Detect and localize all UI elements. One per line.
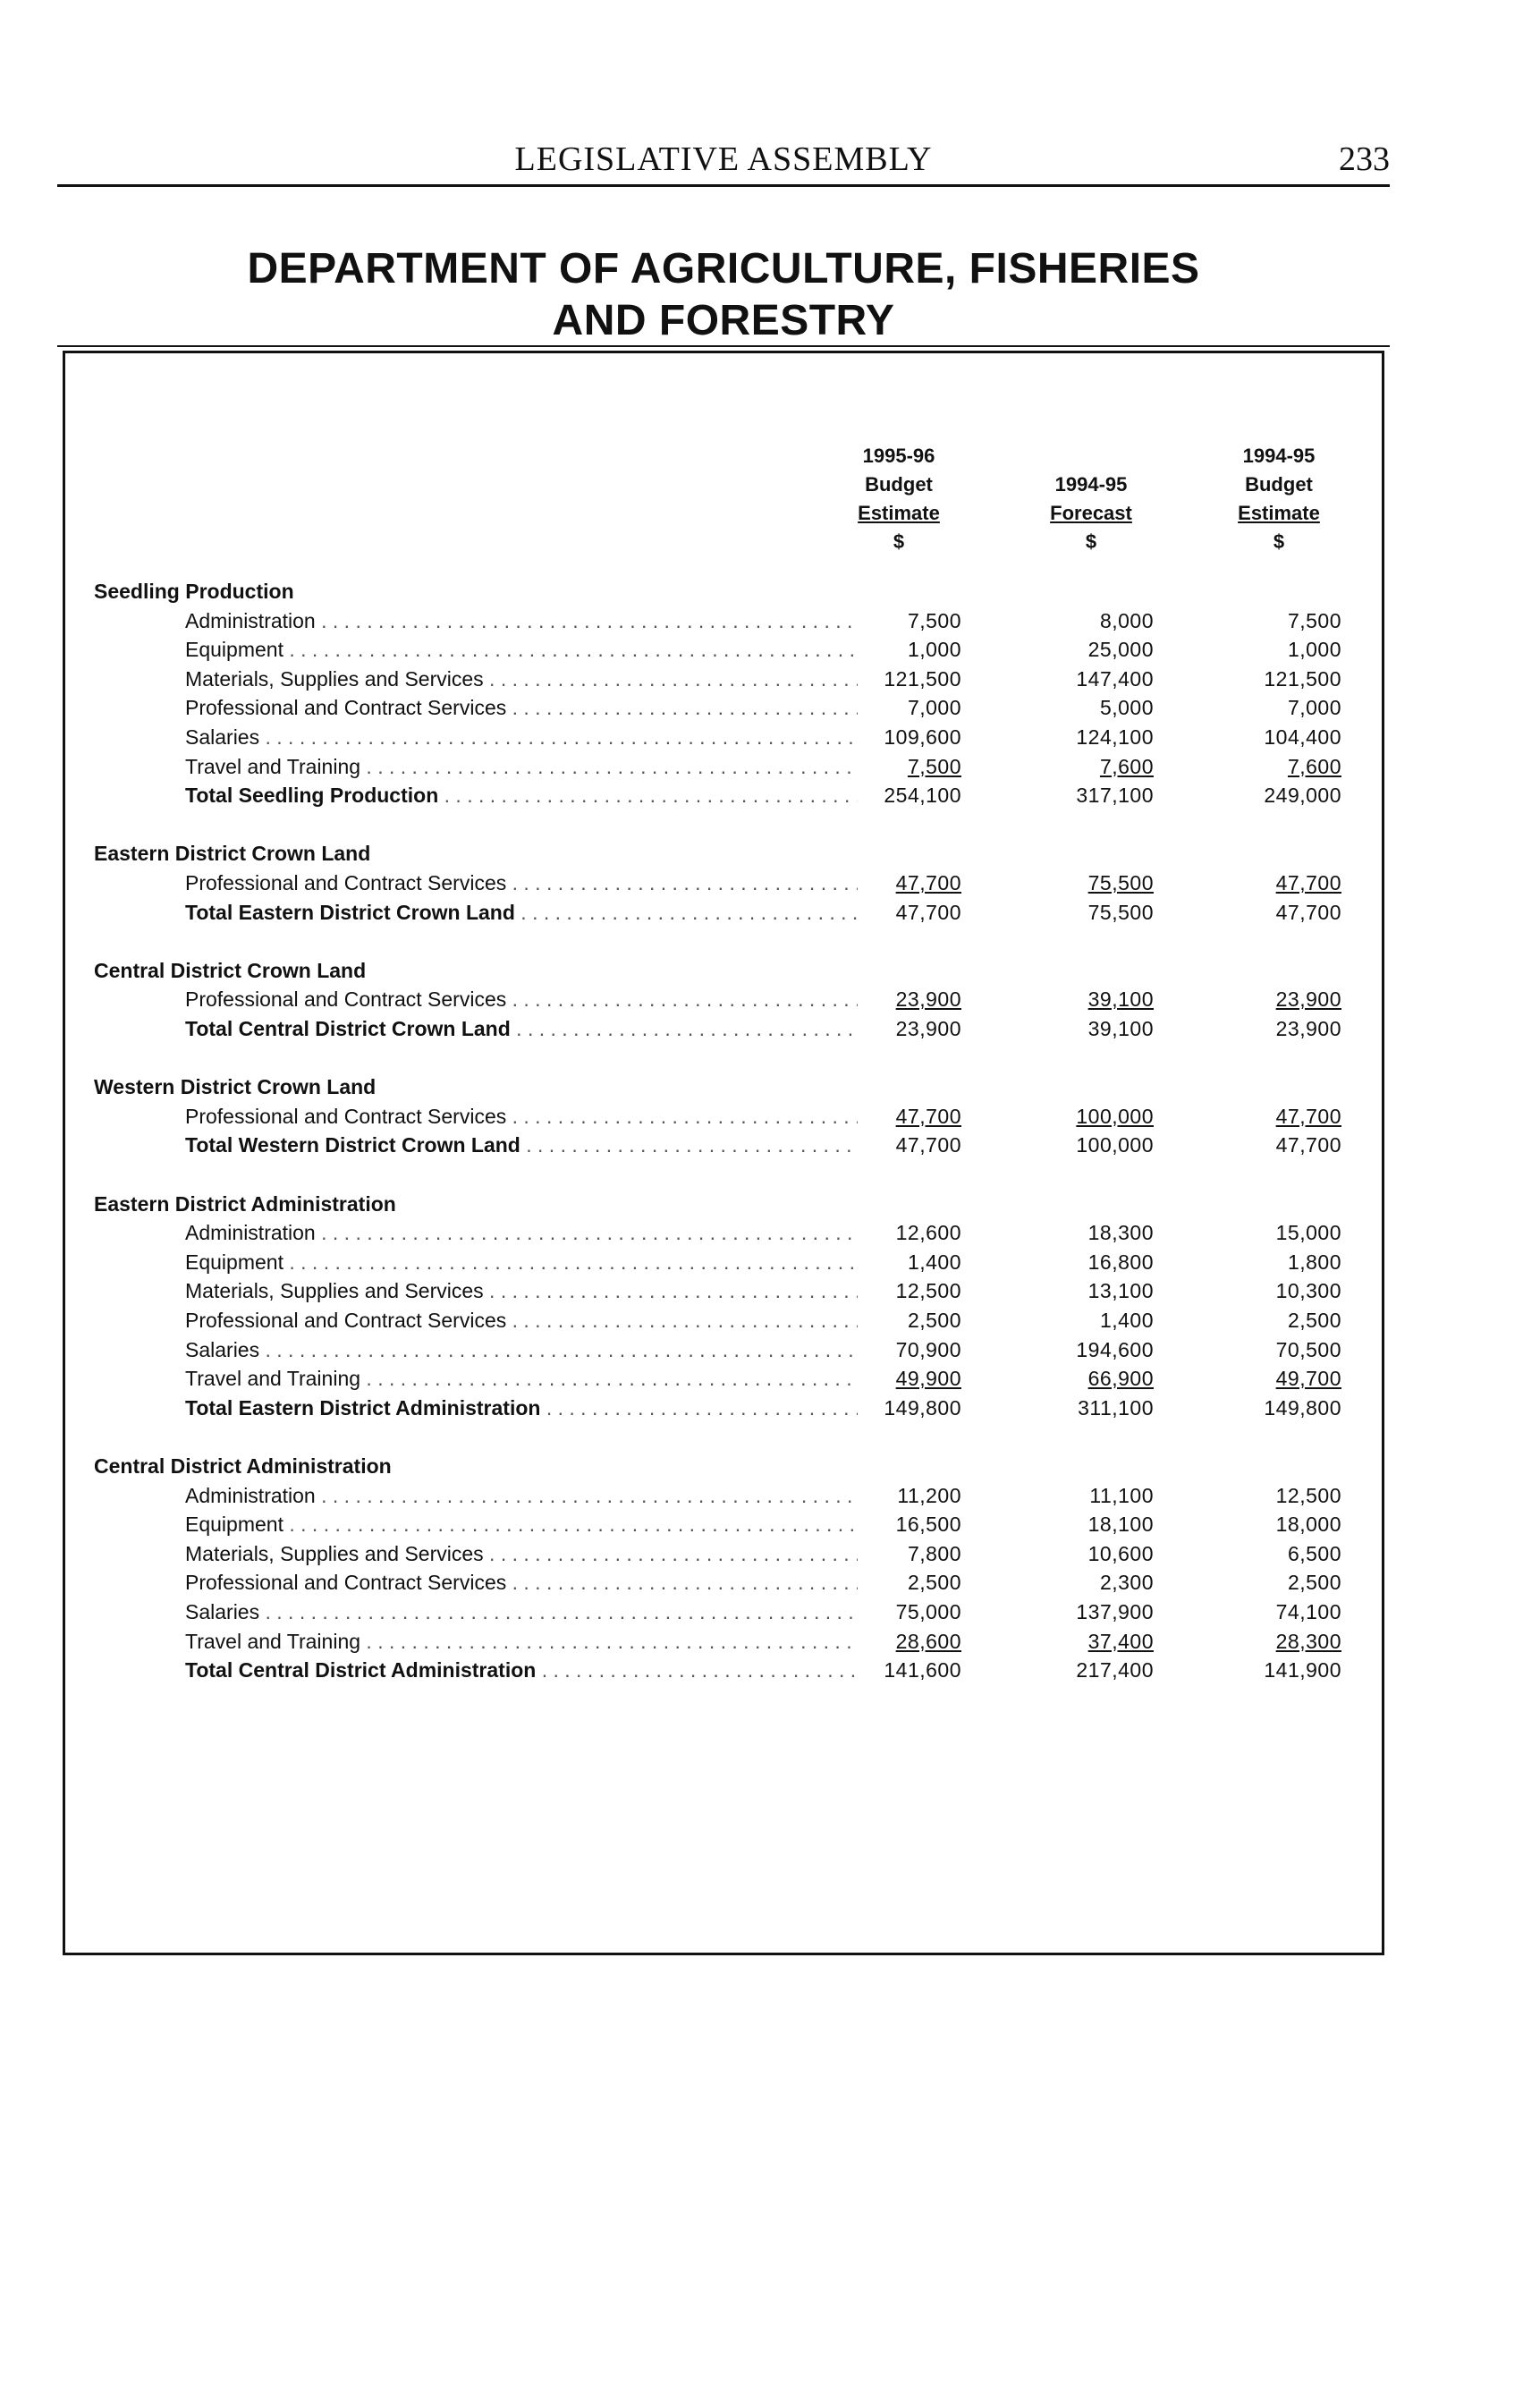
cell-value	[1020, 755, 1154, 779]
frame-top-rule	[57, 345, 1390, 347]
cell-value-text: 137,900	[1076, 1600, 1154, 1623]
table-total-row	[94, 1017, 1346, 1044]
row-label-text: Administration	[185, 1483, 316, 1507]
cell-value	[827, 638, 961, 662]
cell-value	[1207, 1630, 1341, 1654]
table-row	[94, 1630, 1346, 1657]
row-label	[185, 755, 858, 779]
table-total-row	[94, 901, 1346, 928]
table-row	[94, 987, 1346, 1014]
row-label-text: Travel and Training	[185, 754, 361, 778]
table-row	[94, 1367, 1346, 1394]
row-label	[185, 1017, 858, 1041]
cell-value-text: 149,800	[1264, 1395, 1341, 1420]
row-label-text: Professional and Contract Services	[185, 1309, 507, 1332]
cell-value	[1020, 1250, 1154, 1275]
cell-value-text: 75,500	[1087, 871, 1154, 894]
page-title-line-1: DEPARTMENT OF AGRICULTURE, FISHERIES	[247, 245, 1200, 292]
row-label	[185, 784, 858, 808]
cell-value-text: 121,500	[884, 666, 961, 691]
cell-value	[1020, 667, 1154, 691]
row-label	[185, 987, 858, 1012]
cell-value	[1207, 1309, 1341, 1333]
cell-value-text: 7,800	[907, 1541, 961, 1565]
cell-value-text: 39,100	[1087, 1017, 1154, 1040]
row-label	[185, 1658, 858, 1682]
cell-value-text: 13,100	[1087, 1279, 1154, 1303]
cell-value	[1020, 1338, 1154, 1362]
cell-value	[827, 1484, 961, 1508]
row-label-text: Equipment	[185, 1513, 283, 1537]
cell-value	[1207, 1221, 1341, 1245]
cell-value-text: 12,500	[1275, 1483, 1341, 1507]
section-title: Eastern District Crown Land	[94, 842, 371, 866]
cell-value	[1020, 784, 1154, 808]
cell-value	[1207, 871, 1341, 895]
cell-value	[1207, 696, 1341, 720]
cell-value	[1207, 1542, 1341, 1566]
table-row	[94, 755, 1346, 782]
cell-value-text: 109,600	[884, 725, 961, 749]
cell-value-text: 70,500	[1275, 1337, 1341, 1361]
cell-value-text: 15,000	[1275, 1221, 1341, 1245]
cell-value	[1020, 1600, 1154, 1624]
column-header-unit: $	[893, 530, 905, 553]
table-row	[94, 1250, 1346, 1277]
row-label-text: Total Central District Crown Land	[185, 1017, 511, 1040]
column-header-year	[1020, 442, 1163, 470]
row-label-text: Equipment	[185, 1250, 283, 1274]
cell-value-text: 7,000	[1287, 696, 1341, 720]
cell-value-text: 47,700	[1275, 900, 1341, 924]
cell-value	[827, 696, 961, 720]
cell-value-text: 16,800	[1087, 1250, 1154, 1274]
cell-value	[827, 1542, 961, 1566]
section-title: Western District Crown Land	[94, 1075, 377, 1099]
cell-value	[1020, 871, 1154, 895]
cell-value-text: 100,000	[1076, 1104, 1154, 1128]
cell-value	[1020, 1133, 1154, 1157]
cell-value-text: 75,000	[895, 1600, 961, 1623]
cell-value-text: 7,500	[1287, 608, 1341, 632]
cell-value	[827, 1017, 961, 1041]
table-total-row	[94, 1133, 1346, 1160]
cell-value-text: 1,800	[1287, 1250, 1341, 1274]
cell-value-text: 317,100	[1076, 784, 1154, 808]
cell-value	[827, 1133, 961, 1157]
cell-value	[827, 1396, 961, 1420]
section-title: Central District Administration	[94, 1454, 392, 1478]
cell-value-text: 217,400	[1076, 1658, 1154, 1682]
column-header-1994-95-budget	[1207, 442, 1350, 556]
cell-value	[1020, 609, 1154, 633]
table-total-row	[94, 784, 1346, 810]
row-label	[185, 1338, 858, 1362]
cell-value-text: 100,000	[1076, 1133, 1154, 1157]
cell-value-text: 141,900	[1264, 1658, 1341, 1682]
column-header-line2: Budget	[865, 473, 933, 496]
row-label	[185, 696, 858, 720]
table-row	[94, 1513, 1346, 1539]
cell-value	[827, 784, 961, 808]
cell-value-text: 11,100	[1089, 1483, 1154, 1507]
row-label	[185, 1600, 858, 1624]
section-title: Eastern District Administration	[94, 1191, 396, 1216]
cell-value-text: 2,300	[1099, 1571, 1154, 1595]
cell-value	[827, 1367, 961, 1391]
cell-value-text: 1,400	[907, 1250, 961, 1274]
row-label-text: Salaries	[185, 725, 260, 749]
cell-value-text: 124,100	[1076, 725, 1154, 749]
row-label	[185, 901, 858, 925]
column-header-line3: Estimate	[1238, 502, 1320, 524]
table-row	[94, 1221, 1346, 1248]
cell-value-text: 18,300	[1087, 1221, 1154, 1245]
cell-value	[1207, 1250, 1341, 1275]
cell-value-text: 18,000	[1275, 1513, 1341, 1537]
cell-value-text: 121,500	[1264, 666, 1341, 691]
cell-value	[1020, 901, 1154, 925]
row-label	[185, 1484, 858, 1508]
cell-value-text: 2,500	[1287, 1309, 1341, 1332]
row-label	[185, 667, 858, 691]
row-label	[185, 1221, 858, 1245]
cell-value	[827, 1250, 961, 1275]
table-row	[94, 1484, 1346, 1511]
cell-value-text: 47,700	[1275, 871, 1341, 894]
column-header-unit: $	[1085, 530, 1097, 553]
running-title: LEGISLATIVE ASSEMBLY	[514, 140, 933, 178]
cell-value-text: 7,600	[1287, 754, 1341, 778]
column-header-year: 1994-95	[1242, 445, 1316, 467]
cell-value	[1020, 1105, 1154, 1129]
cell-value	[1207, 1338, 1341, 1362]
cell-value	[1207, 784, 1341, 808]
column-header-line2: 1994-95	[1054, 473, 1128, 496]
table-row	[94, 725, 1346, 752]
cell-value	[1020, 638, 1154, 662]
cell-value	[1207, 1396, 1341, 1420]
row-label-text: Professional and Contract Services	[185, 987, 507, 1012]
cell-value-text: 28,600	[895, 1629, 961, 1653]
cell-value	[1207, 1279, 1341, 1303]
row-label	[185, 1309, 858, 1333]
cell-value-text: 28,300	[1275, 1629, 1341, 1653]
cell-value	[1207, 987, 1341, 1012]
row-label	[185, 1571, 858, 1595]
table-total-row	[94, 1658, 1346, 1685]
row-label-text: Administration	[185, 608, 316, 632]
page-title	[57, 243, 1390, 347]
cell-value-text: 12,500	[895, 1279, 961, 1303]
row-label-text: Administration	[185, 1221, 316, 1245]
row-label-text: Total Eastern District Crown Land	[185, 900, 515, 924]
cell-value-text: 49,900	[895, 1367, 961, 1391]
cell-value	[827, 667, 961, 691]
cell-value	[1207, 725, 1341, 750]
column-header-year: 1995-96	[862, 445, 935, 467]
cell-value	[827, 609, 961, 633]
cell-value	[1207, 1105, 1341, 1129]
row-label-text: Travel and Training	[185, 1367, 361, 1391]
cell-value-text: 6,500	[1287, 1541, 1341, 1565]
column-header-unit: $	[1273, 530, 1285, 553]
cell-value	[1020, 987, 1154, 1012]
table-row	[94, 1542, 1346, 1569]
cell-value	[1207, 1600, 1341, 1624]
table-row	[94, 1309, 1346, 1335]
row-label-text: Materials, Supplies and Services	[185, 666, 484, 691]
cell-value	[1020, 1221, 1154, 1245]
table-row	[94, 696, 1346, 723]
row-label-text: Travel and Training	[185, 1629, 361, 1653]
cell-value-text: 254,100	[884, 784, 961, 808]
column-header-line3: Forecast	[1050, 502, 1132, 524]
section-title: Central District Crown Land	[94, 958, 367, 982]
cell-value	[1020, 1542, 1154, 1566]
cell-value-text: 11,200	[897, 1483, 961, 1507]
cell-value-text: 311,100	[1078, 1395, 1154, 1420]
cell-value	[1207, 1484, 1341, 1508]
cell-value-text: 7,500	[907, 754, 961, 778]
cell-value	[1020, 1484, 1154, 1508]
cell-value	[1207, 755, 1341, 779]
cell-value-text: 194,600	[1076, 1337, 1154, 1361]
cell-value	[827, 725, 961, 750]
row-label	[185, 871, 858, 895]
cell-value-text: 70,900	[895, 1337, 961, 1361]
cell-value	[1207, 1571, 1341, 1595]
table-row	[94, 1571, 1346, 1598]
cell-value	[1020, 1513, 1154, 1537]
cell-value	[827, 1338, 961, 1362]
cell-value-text: 47,700	[895, 871, 961, 894]
cell-value-text: 39,100	[1087, 987, 1154, 1012]
cell-value	[827, 901, 961, 925]
cell-value	[1020, 1309, 1154, 1333]
table-row	[94, 1338, 1346, 1365]
row-label-text: Materials, Supplies and Services	[185, 1541, 484, 1565]
page-number: 233	[1339, 140, 1390, 178]
cell-value	[1020, 1367, 1154, 1391]
row-label-text: Professional and Contract Services	[185, 696, 507, 720]
cell-value-text: 18,100	[1087, 1513, 1154, 1537]
row-label	[185, 1279, 858, 1303]
table-row	[94, 871, 1346, 898]
cell-value-text: 2,500	[907, 1571, 961, 1595]
cell-value-text: 47,700	[1275, 1133, 1341, 1157]
cell-value-text: 74,100	[1275, 1600, 1341, 1623]
cell-value	[1207, 1017, 1341, 1041]
cell-value	[827, 1221, 961, 1245]
cell-value	[1020, 1630, 1154, 1654]
cell-value-text: 23,900	[895, 1017, 961, 1040]
row-label-text: Total Central District Administration	[185, 1658, 537, 1682]
page-title-line-2: AND FORESTRY	[552, 297, 895, 344]
cell-value-text: 23,900	[1275, 1017, 1341, 1040]
running-head	[57, 132, 1390, 187]
table-row	[94, 1600, 1346, 1627]
cell-value-text: 49,700	[1275, 1367, 1341, 1391]
table-row	[94, 609, 1346, 636]
column-header-1994-95-forecast	[1020, 442, 1163, 556]
cell-value	[827, 871, 961, 895]
cell-value	[1020, 1279, 1154, 1303]
row-label	[185, 638, 858, 662]
cell-value-text: 10,600	[1087, 1541, 1154, 1565]
column-header-line2: Budget	[1245, 473, 1313, 496]
cell-value	[827, 1571, 961, 1595]
cell-value	[1020, 1658, 1154, 1682]
cell-value-text: 147,400	[1076, 666, 1154, 691]
cell-value	[1020, 1017, 1154, 1041]
table-row	[94, 638, 1346, 665]
cell-value	[1020, 1571, 1154, 1595]
cell-value	[827, 987, 961, 1012]
cell-value-text: 37,400	[1087, 1629, 1154, 1653]
cell-value-text: 8,000	[1099, 608, 1154, 632]
column-header-line3: Estimate	[858, 502, 940, 524]
cell-value	[827, 1658, 961, 1682]
row-label	[185, 1133, 858, 1157]
cell-value	[1207, 1513, 1341, 1537]
cell-value-text: 47,700	[895, 1133, 961, 1157]
cell-value-text: 5,000	[1099, 696, 1154, 720]
cell-value-text: 1,000	[907, 638, 961, 662]
row-label-text: Salaries	[185, 1337, 260, 1361]
row-label	[185, 1367, 858, 1391]
cell-value-text: 75,500	[1087, 900, 1154, 924]
cell-value-text: 10,300	[1275, 1279, 1341, 1303]
cell-value-text: 23,900	[1275, 987, 1341, 1012]
cell-value	[1020, 725, 1154, 750]
row-label-text: Materials, Supplies and Services	[185, 1279, 484, 1303]
row-label-text: Equipment	[185, 638, 283, 662]
cell-value	[1020, 1396, 1154, 1420]
cell-value	[827, 1630, 961, 1654]
cell-value-text: 2,500	[1287, 1571, 1341, 1595]
cell-value-text: 47,700	[895, 1104, 961, 1128]
cell-value-text: 1,400	[1099, 1309, 1154, 1332]
cell-value	[1020, 696, 1154, 720]
cell-value-text: 141,600	[884, 1658, 961, 1682]
cell-value-text: 249,000	[1264, 784, 1341, 808]
cell-value	[1207, 667, 1341, 691]
cell-value-text: 16,500	[895, 1513, 961, 1537]
row-label	[185, 1513, 858, 1537]
cell-value	[827, 1105, 961, 1129]
cell-value-text: 7,500	[907, 608, 961, 632]
cell-value	[827, 755, 961, 779]
cell-value-text: 1,000	[1287, 638, 1341, 662]
row-label-text: Professional and Contract Services	[185, 1104, 507, 1128]
row-label	[185, 725, 858, 750]
row-label-text: Professional and Contract Services	[185, 1571, 507, 1595]
row-label	[185, 1630, 858, 1654]
cell-value-text: 66,900	[1087, 1367, 1154, 1391]
row-label	[185, 609, 858, 633]
cell-value-text: 7,600	[1099, 754, 1154, 778]
table-row	[94, 667, 1346, 694]
cell-value-text: 47,700	[895, 900, 961, 924]
table-row	[94, 1105, 1346, 1131]
row-label-text: Total Eastern District Administration	[185, 1395, 541, 1420]
cell-value-text: 7,000	[907, 696, 961, 720]
section-title: Seedling Production	[94, 580, 294, 603]
cell-value-text: 104,400	[1264, 725, 1341, 749]
cell-value	[1207, 901, 1341, 925]
row-label	[185, 1396, 858, 1420]
cell-value-text: 12,600	[895, 1221, 961, 1245]
cell-value-text: 149,800	[884, 1395, 961, 1420]
table-row	[94, 1279, 1346, 1306]
table-total-row	[94, 1396, 1346, 1423]
cell-value	[827, 1600, 961, 1624]
cell-value	[1207, 1658, 1341, 1682]
cell-value	[827, 1279, 961, 1303]
cell-value-text: 47,700	[1275, 1104, 1341, 1128]
cell-value	[1207, 1133, 1341, 1157]
cell-value	[827, 1309, 961, 1333]
row-label	[185, 1250, 858, 1275]
cell-value-text: 25,000	[1087, 638, 1154, 662]
cell-value	[1207, 638, 1341, 662]
row-label-text: Total Western District Crown Land	[185, 1133, 520, 1157]
column-header-1995-96-budget	[827, 442, 970, 556]
row-label-text: Salaries	[185, 1600, 260, 1623]
row-label	[185, 1542, 858, 1566]
cell-value	[1207, 1367, 1341, 1391]
cell-value	[1207, 609, 1341, 633]
cell-value	[827, 1513, 961, 1537]
row-label	[185, 1105, 858, 1129]
cell-value-text: 2,500	[907, 1309, 961, 1332]
row-label-text: Professional and Contract Services	[185, 871, 507, 894]
row-label-text: Total Seedling Production	[185, 784, 439, 808]
cell-value-text: 23,900	[895, 987, 961, 1012]
